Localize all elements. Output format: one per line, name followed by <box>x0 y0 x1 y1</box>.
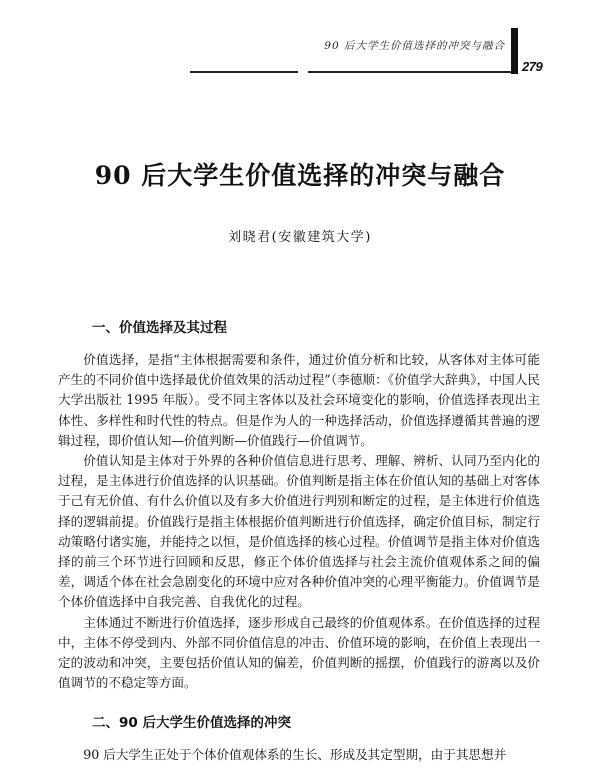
article-author: 刘晓君(安徽建筑大学) <box>228 230 372 245</box>
header-rule-right <box>308 71 512 73</box>
section-heading: 一、价值选择及其过程 <box>92 320 227 336</box>
section-body <box>58 350 540 693</box>
article-title: 90 后大学生价值选择的冲突与融合 <box>94 161 506 190</box>
section-body <box>58 745 540 765</box>
header-rule-left <box>190 71 298 73</box>
paragraph: 主体通过不断进行价值选择，逐步形成自己最终的价值观体系。在价值选择的过程中，主体不停受到内、外部不同价值信息的冲击、价值环境的影响，在价值上表现出一定的波动和冲突，主要包括价值认知的偏差，价值判断的摇摆，价值践行的游离以及价值调节的不稳定等方面。 <box>58 614 540 691</box>
running-header: 90 后大学生价值选择的冲突与融合 <box>324 40 505 52</box>
thumb-tab-marker <box>511 28 518 74</box>
section-heading: 二、90 后大学生价值选择的冲突 <box>92 715 291 731</box>
paragraph: 价值选择，是指“主体根据需要和条件，通过价值分析和比较，从客体对主体可能产生的不同价值中选择最优价值效果的活动过程”（李德顺：《价值学大辞典》，中国人民大学出版社 1995 年版）。受不同主客体以及社会环境变化的影响，价值选择表现出主体性、多样性和时代性的特点。但是作为人的一种选择活动，价值选择遵循其普遍的逻辑过程，即价值认知—价值判断—价值践行—价值调节。 <box>58 352 540 448</box>
page-number: 279 <box>522 59 543 74</box>
paragraph: 价值认知是主体对于外界的各种价值信息进行思考、理解、辨析、认同乃至内化的过程，是主体进行价值选择的认识基础。价值判断是指主体在价值认知的基础上对客体于己有无价值、有什么价值以及有多大价值进行判别和断定的过程，是主体进行价值选择的逻辑前提。价值践行是指主体根据价值判断进行价值选择，确定价值目标，制定行动策略付诸实施，并能持之以恒，是价值选择的核心过程。价值调节是指主体对价值选择的前三个环节进行回顾和反思，修正个体价值选择与社会主流价值观体系之间的偏差，调适个体在社会急剧变化的环境中应对各种价值冲突的心理平衡能力。价值调节是个体价值选择中自我完善、自我优化的过程。 <box>58 453 540 610</box>
paragraph: 90 后大学生正处于个体价值观体系的生长、形成及其定型期，由于其思想并 <box>83 747 507 762</box>
